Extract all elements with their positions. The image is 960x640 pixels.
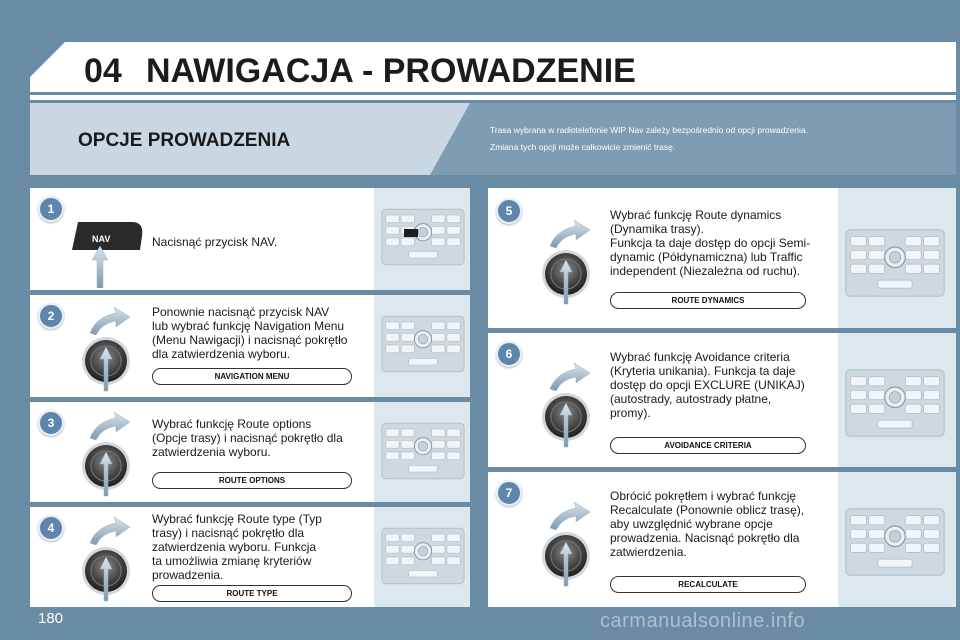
page-number: 180 — [38, 610, 64, 627]
step-badge-3: 3 — [38, 410, 64, 436]
route-options-button[interactable]: ROUTE OPTIONS — [152, 472, 352, 489]
nav-button-icon — [70, 218, 150, 288]
step-text-3: Wybrać funkcję Route options (Opcje trasy) i nacisnąć pokrętło dla zatwierdzenia wyboru. — [152, 417, 343, 459]
section-title: OPCJE PROWADZENIA — [78, 130, 291, 151]
knob-icon — [76, 408, 136, 498]
header-divider — [30, 92, 956, 95]
avoidance-criteria-button[interactable]: AVOIDANCE CRITERIA — [610, 437, 806, 454]
step-card-2 — [30, 295, 470, 397]
nav-key-label: NAV — [92, 234, 111, 244]
knob-icon — [76, 513, 136, 603]
step-text-5: Wybrać funkcję Route dynamics (Dynamika trasy). Funkcja ta daje dostęp do opcji Semi- dynamic (Półdynamiczna) lub Traffic independent (Niezależna od ruchu). — [610, 208, 811, 278]
recalculate-button[interactable]: RECALCULATE — [610, 576, 806, 593]
route-type-button[interactable]: ROUTE TYPE — [152, 585, 352, 602]
step-text-6: Wybrać funkcję Avoidance criteria (Kryteria unikania). Funkcja ta daje dostęp do opcji EXCLURE (UNIKAJ) (autostrady, autostrady płatne, promy). — [610, 350, 805, 420]
watermark: carmanualsonline.info — [600, 610, 806, 632]
navigation-menu-button[interactable]: NAVIGATION MENU — [152, 368, 352, 385]
radio-panel-icon — [842, 502, 948, 582]
radio-panel-icon — [380, 522, 466, 590]
step-badge-2: 2 — [38, 303, 64, 329]
intro-text: Trasa wybrana w radiotelefonie WIP Nav zależy bezpośrednio od opcji prowadzenia. Zmiana tych opcji może całkowicie zmienić trasę. — [490, 125, 808, 152]
step-card-4 — [30, 507, 470, 607]
knob-icon — [76, 303, 136, 393]
step-badge-4: 4 — [38, 515, 64, 541]
knob-icon — [536, 498, 596, 588]
step-card-1 — [30, 188, 470, 290]
step-card-5 — [488, 188, 956, 328]
radio-panel-icon — [380, 203, 466, 271]
radio-panel-icon — [842, 363, 948, 443]
step-text-1: Nacisnąć przycisk NAV. — [152, 235, 278, 249]
step-card-3 — [30, 402, 470, 502]
knob-icon — [536, 216, 596, 306]
chapter-number: 04 — [84, 52, 122, 90]
step-badge-7: 7 — [496, 480, 522, 506]
radio-panel-icon — [842, 223, 948, 303]
step-badge-6: 6 — [496, 341, 522, 367]
radio-panel-icon — [380, 310, 466, 378]
step-text-4: Wybrać funkcję Route type (Typ trasy) i nacisnąć pokrętło dla zatwierdzenia wyboru. Funkcja ta umożliwia zmianę kryteriów prowadzenia. — [152, 512, 322, 582]
step-card-7 — [488, 472, 956, 607]
step-card-6 — [488, 333, 956, 467]
radio-panel-icon — [380, 417, 466, 485]
chapter-title: NAWIGACJA - PROWADZENIE — [146, 52, 636, 90]
route-dynamics-button[interactable]: ROUTE DYNAMICS — [610, 292, 806, 309]
step-badge-1: 1 — [38, 196, 64, 222]
knob-icon — [536, 359, 596, 449]
step-badge-5: 5 — [496, 198, 522, 224]
step-text-7: Obrócić pokrętłem i wybrać funkcję Recalculate (Ponownie oblicz trasę), aby uwzględnić wybrane opcje prowadzenia. Nacisnąć pokrętło dla zatwierdzenia. — [610, 489, 805, 559]
step-text-2: Ponownie nacisnąć przycisk NAV lub wybrać funkcję Navigation Menu (Menu Nawigacji) i nacisnąć pokrętło dla zatwierdzenia wyboru. — [152, 305, 348, 361]
